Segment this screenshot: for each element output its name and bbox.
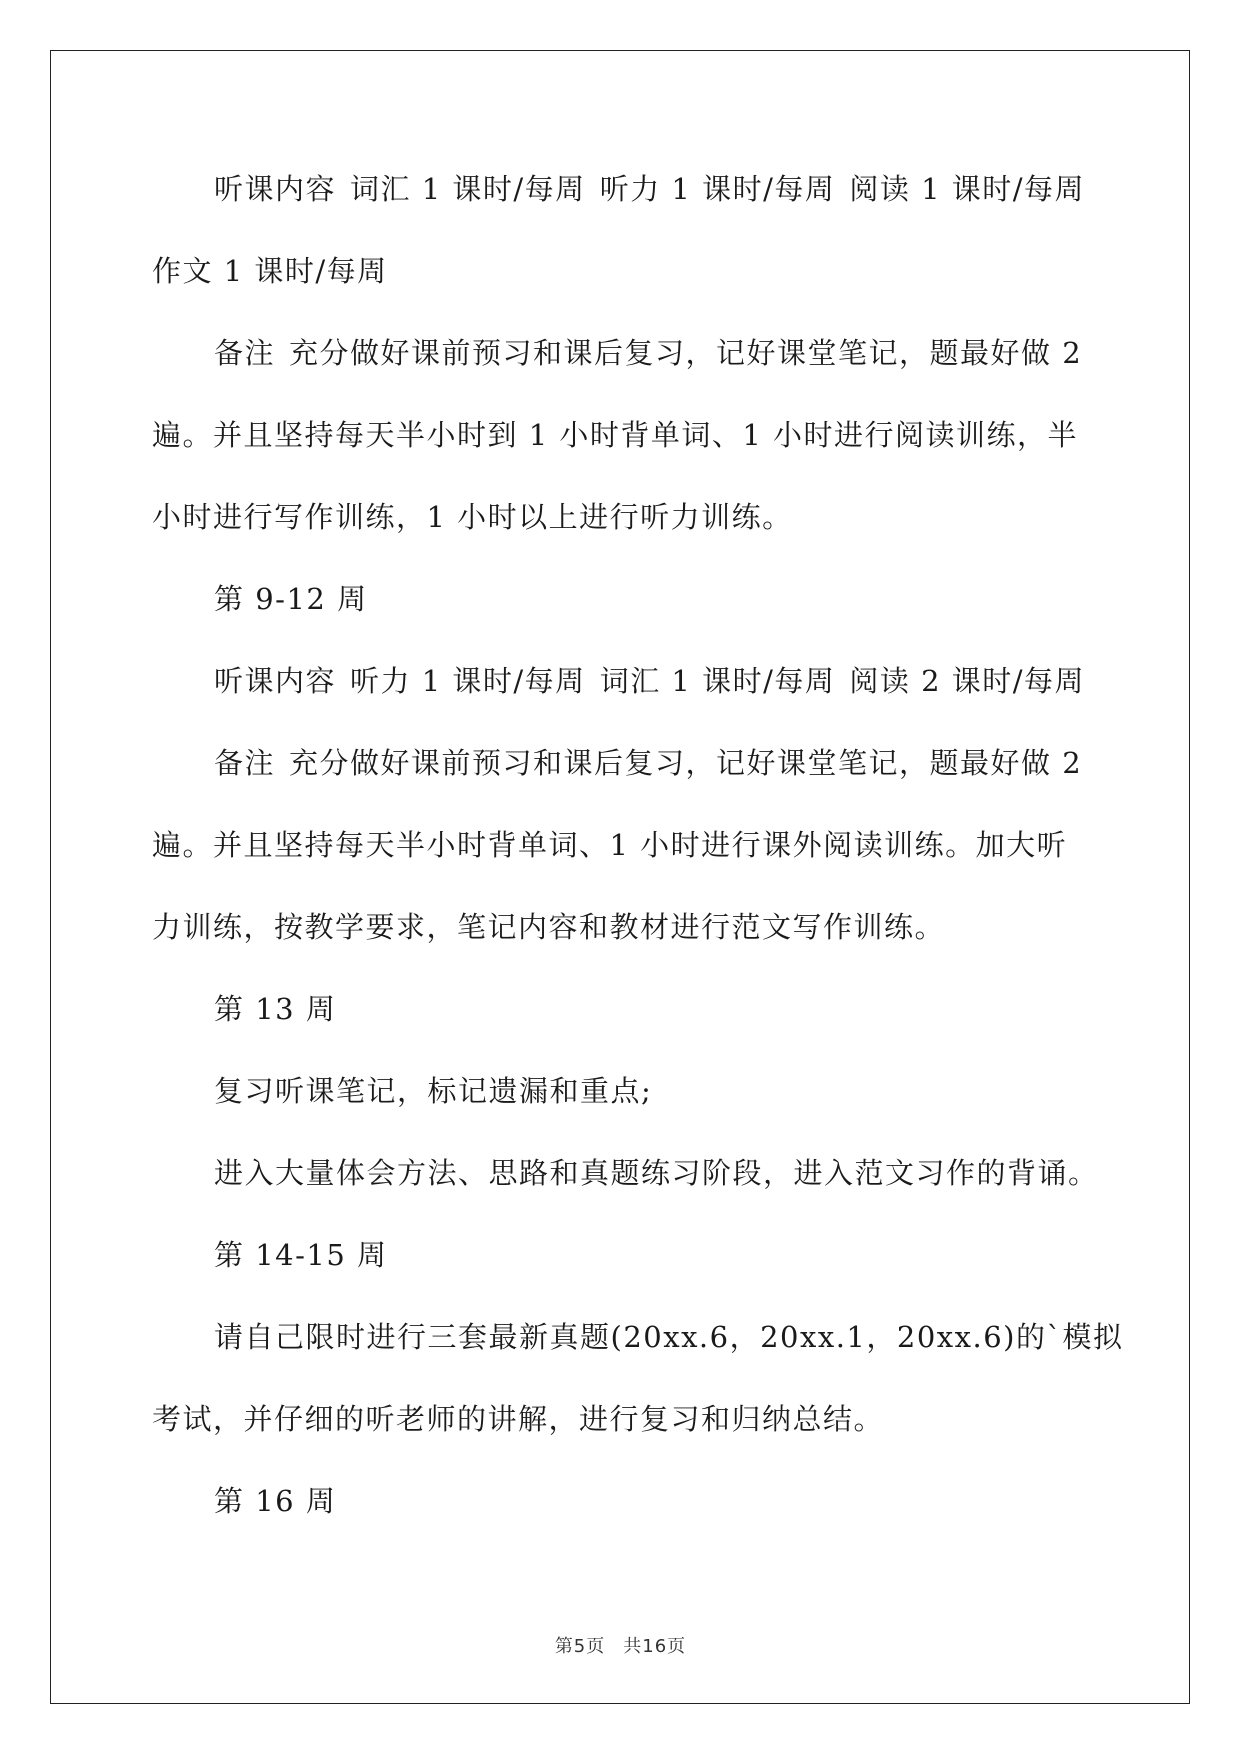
document-body	[152, 162, 1124, 1556]
text-segment: 作文 1 课时/每周	[152, 254, 388, 288]
text-line	[152, 572, 1100, 654]
text-line	[152, 900, 1100, 982]
text-line	[152, 244, 1100, 326]
text-segment: 充分做好课前预习和课后复习，记好课堂笔记，题最好做 2	[289, 336, 1083, 370]
text-line	[152, 1146, 1100, 1228]
text-line	[152, 982, 1100, 1064]
text-segment: 阅读 1 课时/每周	[849, 172, 1086, 206]
text-line	[152, 408, 1100, 490]
text-segment: 阅读 2 课时/每周	[849, 664, 1086, 698]
text-segment: 第 16 周	[214, 1484, 337, 1518]
text-segment: 词汇 1 课时/每周	[350, 172, 586, 206]
text-segment: 备注	[214, 746, 276, 780]
text-line	[152, 326, 1100, 408]
text-line	[152, 490, 1100, 572]
text-line	[152, 736, 1100, 818]
text-segment: 第 14-15 周	[214, 1238, 388, 1272]
text-line	[152, 1392, 1100, 1474]
text-segment: 力训练，按教学要求，笔记内容和教材进行范文写作训练。	[152, 910, 946, 944]
text-line	[152, 818, 1100, 900]
text-line	[152, 162, 1100, 244]
text-line	[152, 1474, 1100, 1556]
text-segment: 听力 1 课时/每周	[599, 172, 836, 206]
text-segment: 请自己限时进行三套最新真题(20xx.6，20xx.1，20xx.6)的`模拟	[214, 1320, 1124, 1354]
text-segment: 听课内容	[214, 172, 337, 206]
page-number: 第5页	[554, 1636, 606, 1657]
text-line	[152, 1310, 1124, 1392]
text-segment: 词汇 1 课时/每周	[599, 664, 836, 698]
text-segment: 小时进行写作训练，1 小时以上进行听力训练。	[152, 500, 793, 534]
text-segment: 备注	[214, 336, 276, 370]
text-segment: 遍。并且坚持每天半小时背单词、1 小时进行课外阅读训练。加大听	[152, 828, 1068, 862]
text-segment: 听力 1 课时/每周	[350, 664, 586, 698]
text-segment: 第 9-12 周	[214, 582, 368, 616]
text-segment: 进入大量体会方法、思路和真题练习阶段，进入范文习作的背诵。	[214, 1156, 1099, 1190]
text-segment: 充分做好课前预习和课后复习，记好课堂笔记，题最好做 2	[289, 746, 1083, 780]
text-line	[152, 1228, 1100, 1310]
text-segment: 考试，并仔细的听老师的讲解，进行复习和归纳总结。	[152, 1402, 885, 1436]
page-total: 共16页	[623, 1636, 687, 1657]
text-segment: 第 13 周	[214, 992, 337, 1026]
text-segment: 复习听课笔记，标记遗漏和重点;	[214, 1074, 653, 1108]
text-line	[152, 654, 1100, 736]
text-segment: 遍。并且坚持每天半小时到 1 小时背单词、1 小时进行阅读训练，半	[152, 418, 1079, 452]
text-line	[152, 1064, 1100, 1146]
page-footer	[0, 1632, 1241, 1658]
text-segment: 听课内容	[214, 664, 337, 698]
